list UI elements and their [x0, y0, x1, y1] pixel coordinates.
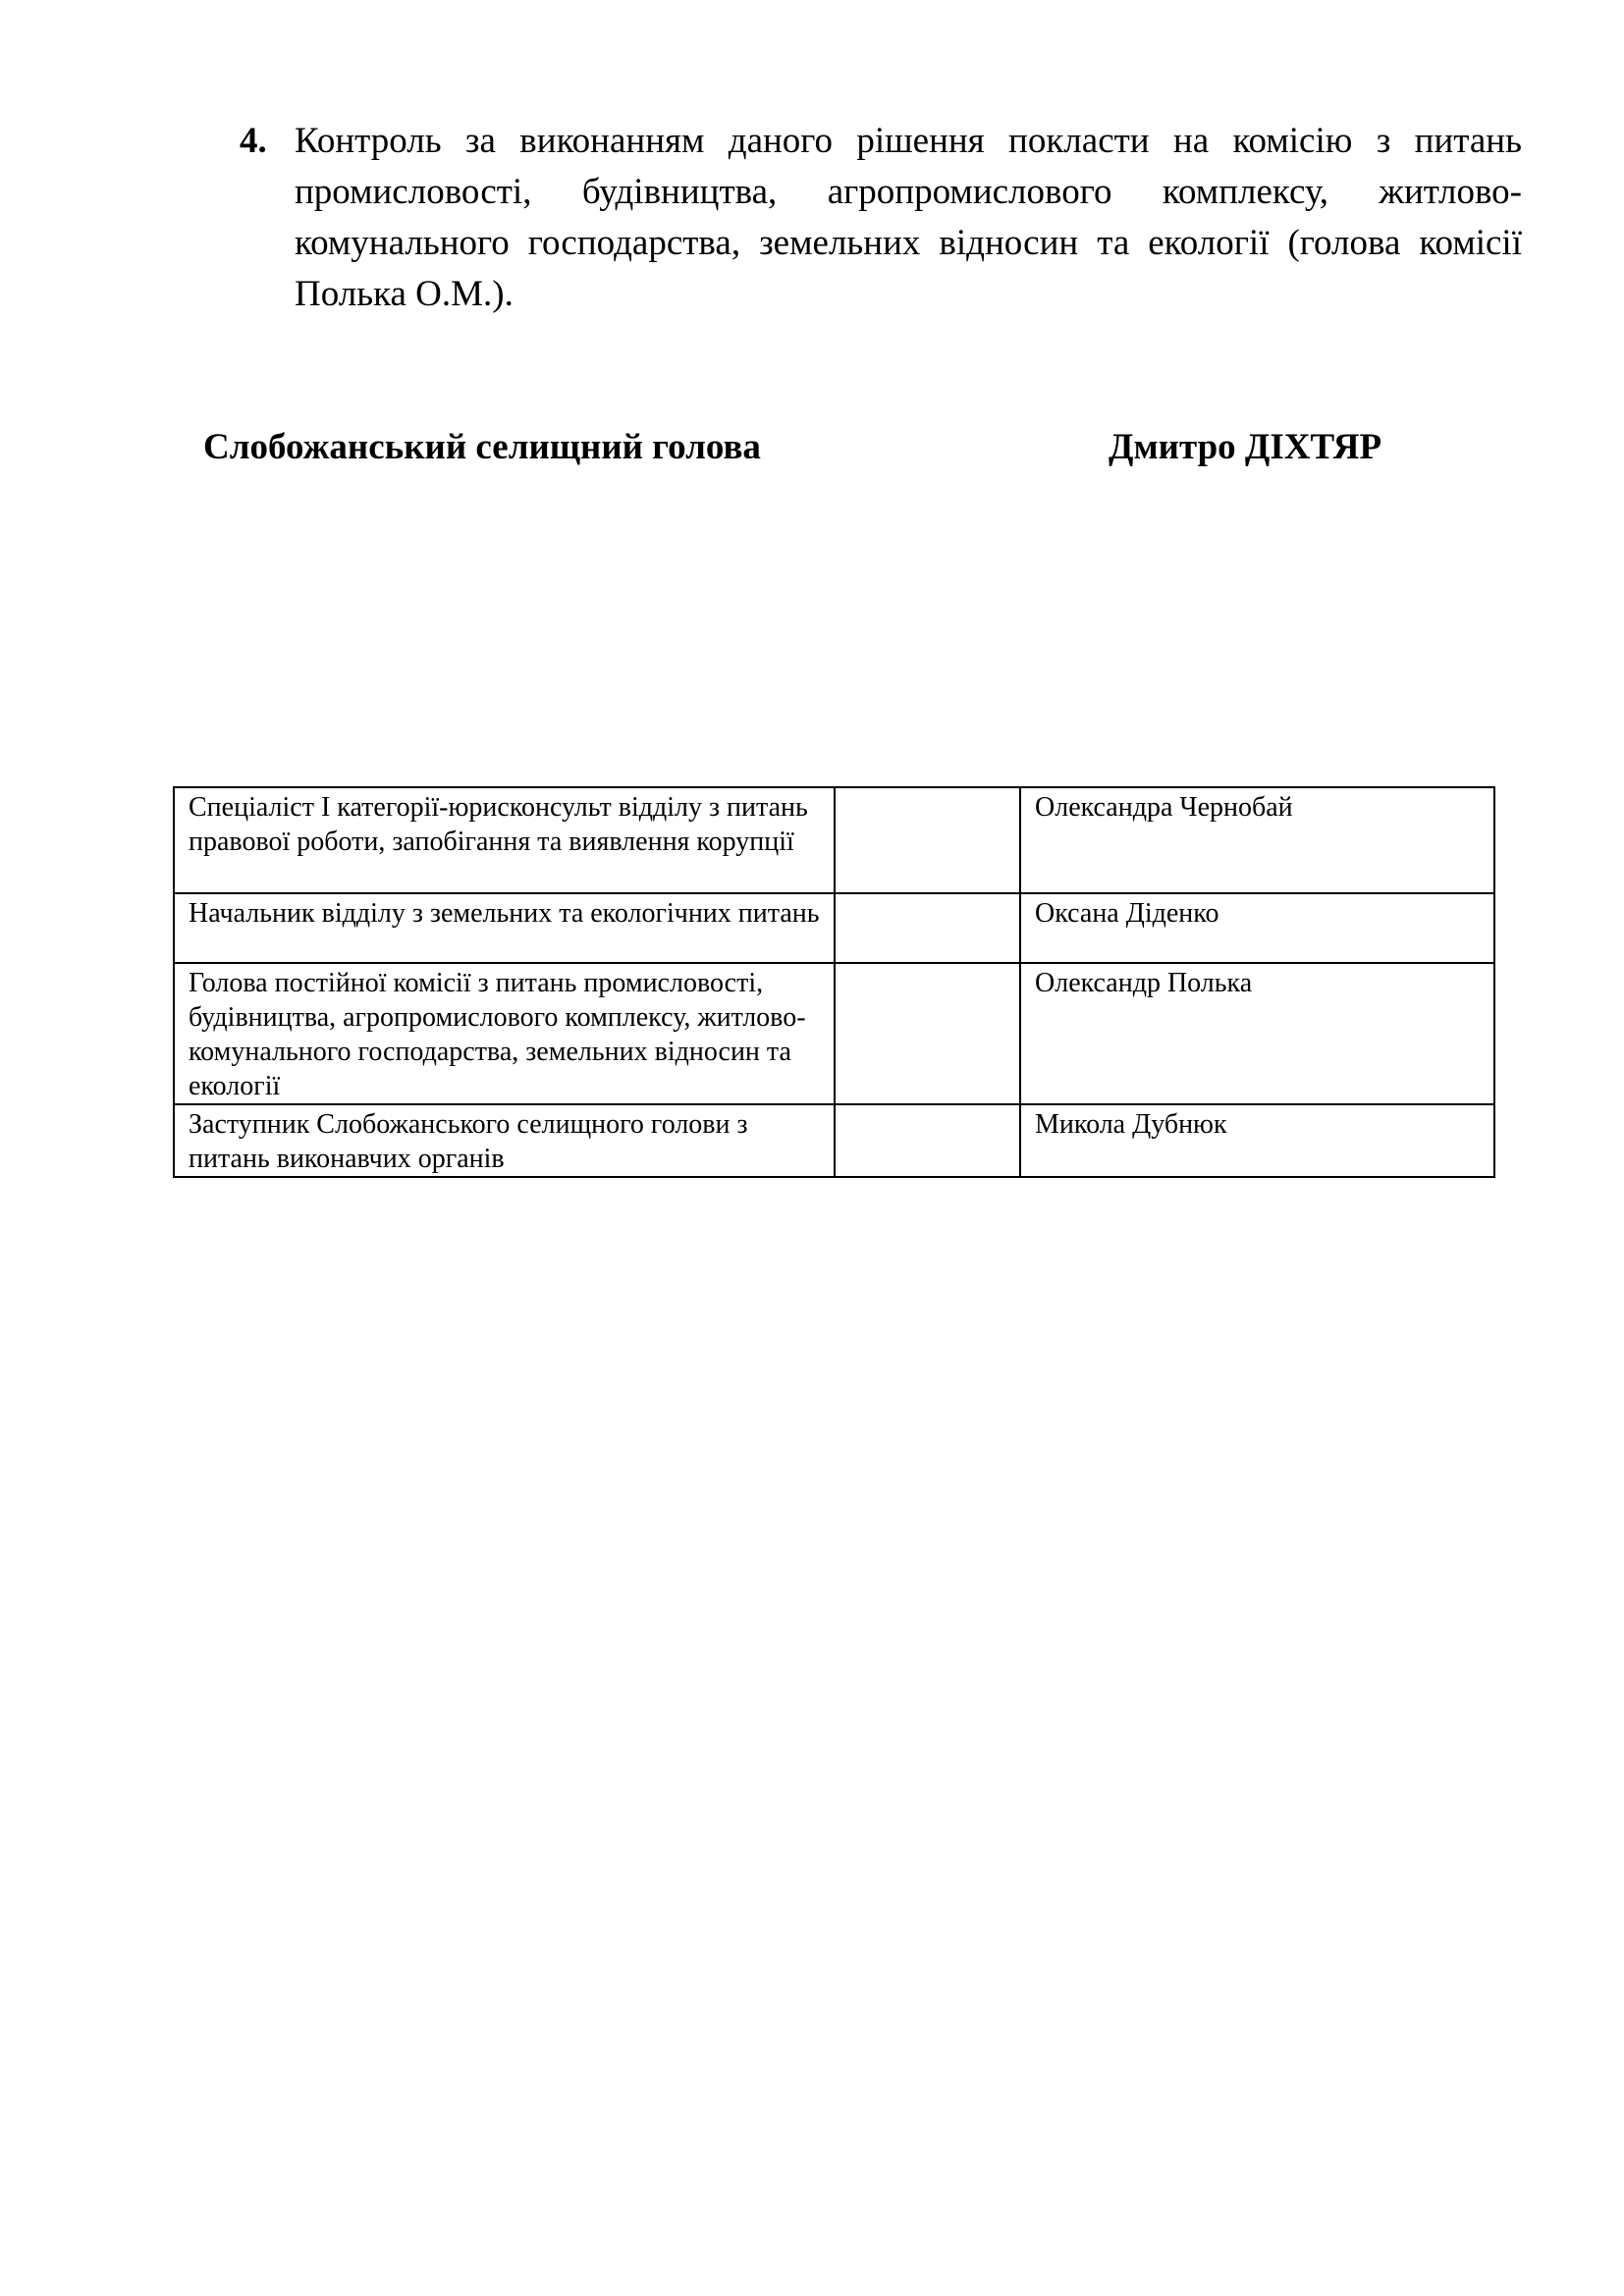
- table-row: [174, 963, 1494, 1104]
- name-cell: Олександр Полька: [1020, 963, 1494, 1104]
- signature-name: Дмитро ДІХТЯР: [1109, 427, 1382, 467]
- position-cell: Начальник відділу з земельних та екологічних питань: [174, 893, 835, 963]
- signature-cell: [835, 963, 1020, 1104]
- name-cell: Олександра Чернобай: [1020, 787, 1494, 893]
- position-cell: Спеціаліст І категорії-юрисконсульт відділу з питань правової роботи, запобігання та виявлення корупції: [174, 787, 835, 893]
- signature-cell: [835, 787, 1020, 893]
- table-row: [174, 893, 1494, 963]
- approval-table: [173, 786, 1495, 1178]
- name-cell: Микола Дубнюк: [1020, 1104, 1494, 1177]
- signature-cell: [835, 893, 1020, 963]
- item-number: 4.: [240, 121, 267, 161]
- table-row: [174, 787, 1494, 893]
- signature-title: Слобожанський селищний голова: [203, 427, 761, 467]
- decision-item-4: [240, 116, 1522, 320]
- position-cell: Голова постійної комісії з питань промисловості, будівництва, агропромислового комплексу, житлово-комунального господарства, земельних відносин та екології: [174, 963, 835, 1104]
- signature-cell: [835, 1104, 1020, 1177]
- name-cell: Оксана Діденко: [1020, 893, 1494, 963]
- table-row: [174, 1104, 1494, 1177]
- position-cell: Заступник Слобожанського селищного голови з питань виконавчих органів: [174, 1104, 835, 1177]
- item-text: Контроль за виконанням даного рішення покласти на комісію з питань промисловості, будівництва, агропромислового комплексу, житлово-комунального господарства, земельних відносин та екології (голова комісії Полька О.М.).: [295, 121, 1522, 314]
